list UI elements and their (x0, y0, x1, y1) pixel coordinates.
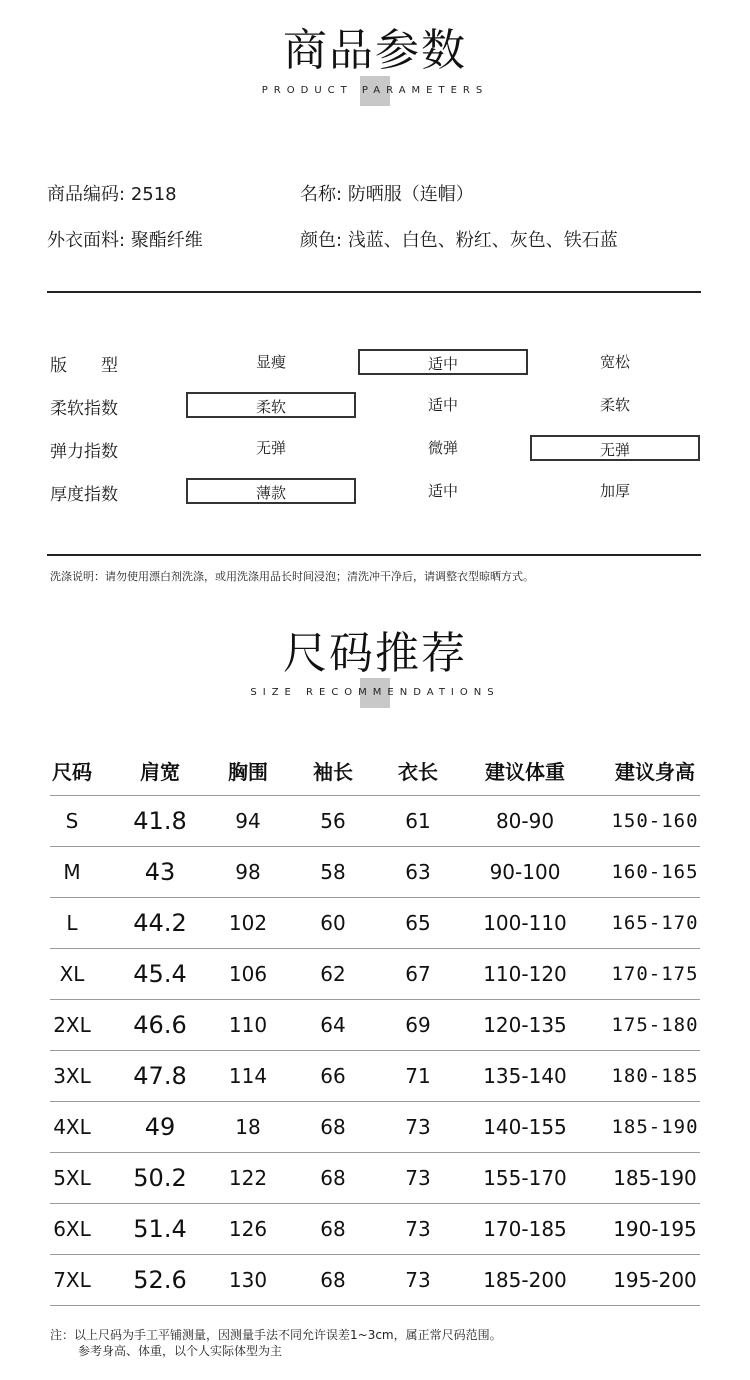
reference-note: 参考身高、体重，以个人实际体型为主 (78, 1344, 283, 1358)
cell-length: 63 (396, 847, 440, 898)
cell-size: XL (50, 949, 94, 1000)
cell-size: 4XL (50, 1102, 94, 1153)
attribute-row (0, 349, 750, 377)
cell-shoulder: 46.6 (94, 1000, 226, 1051)
header-size: 尺码 (52, 759, 92, 784)
colors-label: 颜色: (300, 230, 343, 251)
product-code (47, 180, 177, 206)
params-title: 商品参数 (283, 25, 467, 76)
cell-sleeve: 56 (270, 796, 396, 847)
product-name-label: 名称: (300, 184, 343, 205)
cell-chest: 114 (226, 1051, 270, 1102)
attribute-label: 版 型 (50, 356, 118, 376)
cell-size: S (50, 796, 94, 847)
table-row (50, 1153, 700, 1204)
cell-length: 65 (396, 898, 440, 949)
cell-chest: 130 (226, 1255, 270, 1306)
cell-sleeve: 64 (270, 1000, 396, 1051)
cell-chest: 18 (226, 1102, 270, 1153)
cell-weight: 185-200 (440, 1255, 610, 1306)
size-title: 尺码推荐 (283, 628, 467, 679)
cell-shoulder: 49 (94, 1102, 226, 1153)
cell-sleeve: 68 (270, 1102, 396, 1153)
fabric (47, 226, 203, 252)
product-name-value: 防晒服（连帽） (347, 184, 474, 205)
cell-weight: 100-110 (440, 898, 610, 949)
cell-size: 5XL (50, 1153, 94, 1204)
cell-size: 3XL (50, 1051, 94, 1102)
attribute-option-selected: 无弹 (530, 435, 700, 461)
cell-height: 165-170 (610, 898, 700, 949)
cell-shoulder: 47.8 (94, 1051, 226, 1102)
divider-bottom (47, 554, 701, 556)
cell-length: 61 (396, 796, 440, 847)
attribute-row (0, 435, 750, 463)
cell-chest: 98 (226, 847, 270, 898)
cell-height: 185-190 (610, 1153, 700, 1204)
header-sleeve: 袖长 (313, 759, 353, 784)
cell-size: 2XL (50, 1000, 94, 1051)
cell-size: 6XL (50, 1204, 94, 1255)
cell-chest: 106 (226, 949, 270, 1000)
cell-chest: 126 (226, 1204, 270, 1255)
cell-height: 170-175 (610, 949, 700, 1000)
cell-sleeve: 58 (270, 847, 396, 898)
size-table (50, 745, 700, 1306)
attribute-option: 适中 (427, 482, 458, 500)
cell-weight: 90-100 (440, 847, 610, 898)
attribute-option: 柔软 (599, 396, 630, 414)
fabric-label: 外衣面料: (47, 230, 126, 251)
cell-size: L (50, 898, 94, 949)
cell-chest: 122 (226, 1153, 270, 1204)
cell-weight: 170-185 (440, 1204, 610, 1255)
header-weight: 建议体重 (485, 759, 565, 784)
cell-height: 195-200 (610, 1255, 700, 1306)
cell-length: 73 (396, 1102, 440, 1153)
cell-sleeve: 68 (270, 1153, 396, 1204)
cell-length: 71 (396, 1051, 440, 1102)
product-code-label: 商品编码: (47, 184, 126, 205)
cell-sleeve: 68 (270, 1255, 396, 1306)
attribute-row (0, 392, 750, 420)
params-subtitle: PRODUCT PARAMETERS (261, 85, 489, 96)
cell-chest: 110 (226, 1000, 270, 1051)
cell-height: 180-185 (610, 1051, 700, 1102)
divider-top (47, 291, 701, 293)
table-row (50, 949, 700, 1000)
cell-length: 73 (396, 1153, 440, 1204)
cell-size: M (50, 847, 94, 898)
cell-length: 73 (396, 1204, 440, 1255)
header-length: 衣长 (398, 759, 438, 784)
cell-sleeve: 62 (270, 949, 396, 1000)
table-row (50, 1204, 700, 1255)
table-row (50, 1000, 700, 1051)
cell-length: 67 (396, 949, 440, 1000)
attribute-option-selected: 适中 (358, 349, 528, 375)
cell-shoulder: 52.6 (94, 1255, 226, 1306)
cell-sleeve: 66 (270, 1051, 396, 1102)
size-table-header (50, 745, 700, 796)
measurement-note: 注：以上尺码为手工平铺测量，因测量手法不同允许误差1~3cm，属正常尺码范围。 (50, 1328, 502, 1342)
attribute-option: 显瘦 (255, 353, 286, 371)
cell-length: 73 (396, 1255, 440, 1306)
cell-shoulder: 50.2 (94, 1153, 226, 1204)
attribute-option-selected: 柔软 (186, 392, 356, 418)
colors-value: 浅蓝、白色、粉红、灰色、铁石蓝 (347, 230, 618, 251)
product-code-value: 2518 (130, 184, 177, 205)
attribute-option: 微弹 (427, 439, 458, 457)
table-row (50, 1051, 700, 1102)
cell-chest: 102 (226, 898, 270, 949)
cell-sleeve: 68 (270, 1204, 396, 1255)
table-row (50, 796, 700, 847)
attribute-option: 无弹 (255, 439, 286, 457)
table-row (50, 1102, 700, 1153)
header-shoulder: 肩宽 (140, 759, 180, 784)
attribute-option-selected: 薄款 (186, 478, 356, 504)
cell-chest: 94 (226, 796, 270, 847)
attribute-option: 宽松 (599, 353, 630, 371)
cell-shoulder: 51.4 (94, 1204, 226, 1255)
attribute-option: 加厚 (599, 482, 630, 500)
table-row (50, 1255, 700, 1306)
header-height: 建议身高 (615, 759, 695, 784)
size-subtitle: SIZE RECOMMENDATIONS (250, 687, 500, 698)
attribute-option: 适中 (427, 396, 458, 414)
cell-weight: 80-90 (440, 796, 610, 847)
product-name (300, 180, 474, 206)
cell-weight: 120-135 (440, 1000, 610, 1051)
table-row (50, 847, 700, 898)
cell-size: 7XL (50, 1255, 94, 1306)
cell-height: 185-190 (610, 1102, 700, 1153)
cell-sleeve: 60 (270, 898, 396, 949)
cell-weight: 135-140 (440, 1051, 610, 1102)
cell-weight: 140-155 (440, 1102, 610, 1153)
table-row (50, 898, 700, 949)
colors (300, 226, 618, 252)
care-instructions: 洗涤说明：请勿使用漂白剂洗涤，或用洗涤用品长时间浸泡；清洗冲干净后，请调整衣型晾晒方式。 (50, 570, 534, 583)
cell-weight: 110-120 (440, 949, 610, 1000)
cell-shoulder: 44.2 (94, 898, 226, 949)
fabric-value: 聚酯纤维 (130, 230, 203, 251)
cell-length: 69 (396, 1000, 440, 1051)
cell-shoulder: 43 (94, 847, 226, 898)
cell-height: 175-180 (610, 1000, 700, 1051)
attribute-row (0, 478, 750, 506)
cell-height: 190-195 (610, 1204, 700, 1255)
cell-height: 160-165 (610, 847, 700, 898)
attribute-label: 柔软指数 (50, 399, 118, 419)
attribute-label: 弹力指数 (50, 442, 118, 462)
header-chest: 胸围 (228, 759, 268, 784)
attribute-label: 厚度指数 (50, 485, 118, 505)
cell-shoulder: 45.4 (94, 949, 226, 1000)
cell-height: 150-160 (610, 796, 700, 847)
cell-weight: 155-170 (440, 1153, 610, 1204)
cell-shoulder: 41.8 (94, 796, 226, 847)
